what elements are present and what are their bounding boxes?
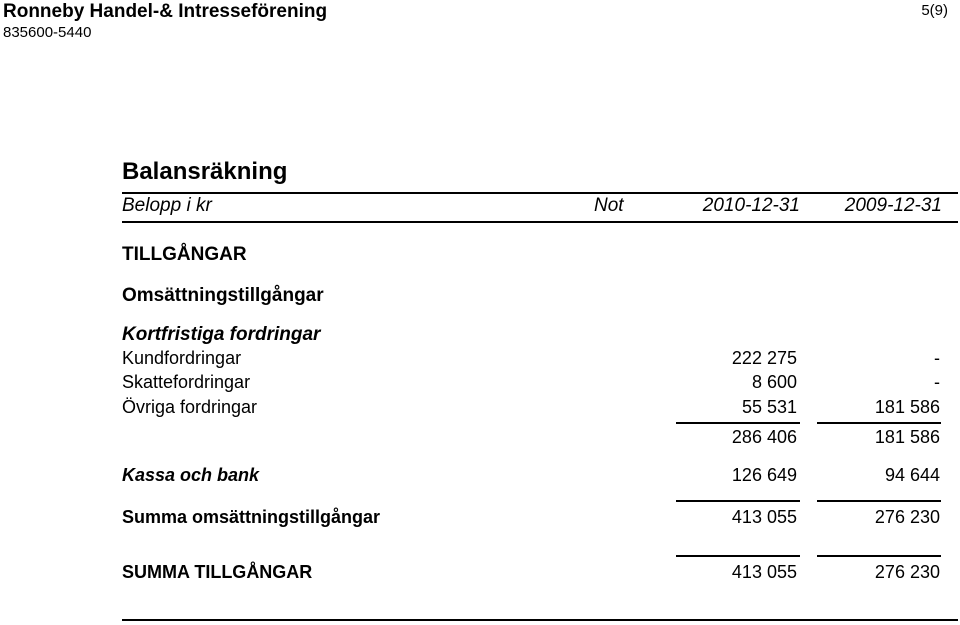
page-number: 5(9) xyxy=(921,2,948,19)
column-header-divider xyxy=(122,221,958,223)
short-term-receivables-heading: Kortfristiga fordringar xyxy=(122,324,321,345)
page-title: Balansräkning xyxy=(122,158,288,185)
row-label: Kundfordringar xyxy=(122,348,242,368)
value-2009: - xyxy=(934,348,940,368)
receivables-subtotal-2009: 181 586 xyxy=(874,427,940,447)
column-header-note: Not xyxy=(594,195,624,216)
value-2010: 222 275 xyxy=(731,348,797,368)
value-2009: 181 586 xyxy=(874,397,940,417)
total-current-assets-2010: 413 055 xyxy=(731,507,797,527)
receivables-subtotal-2010: 286 406 xyxy=(731,427,797,447)
row-label: Skattefordringar xyxy=(122,372,251,392)
value-2010: 55 531 xyxy=(741,397,797,417)
column-header-2009: 2009-12-31 xyxy=(844,195,942,216)
total-assets-2009: 276 230 xyxy=(874,562,940,582)
row-label: Övriga fordringar xyxy=(122,397,258,417)
column-header-label: Belopp i kr xyxy=(122,195,212,216)
total-assets-line-2010 xyxy=(676,555,800,557)
subtotal-line-2009 xyxy=(817,422,941,424)
total-assets-line-2009 xyxy=(817,555,941,557)
subtotal-line-2010 xyxy=(676,422,800,424)
cash-and-bank-2010: 126 649 xyxy=(731,465,797,485)
cash-and-bank-2009: 94 644 xyxy=(884,465,940,485)
total-current-assets-2009: 276 230 xyxy=(874,507,940,527)
total-current-line-2009 xyxy=(817,500,941,502)
title-divider xyxy=(122,192,958,194)
assets-heading: TILLGÅNGAR xyxy=(122,244,247,265)
bottom-divider xyxy=(122,619,958,621)
total-current-line-2010 xyxy=(676,500,800,502)
total-current-assets-label: Summa omsättningstillgångar xyxy=(122,507,381,527)
current-assets-heading: Omsättningstillgångar xyxy=(122,285,324,306)
total-assets-label: SUMMA TILLGÅNGAR xyxy=(122,562,313,582)
value-2009: - xyxy=(934,372,940,392)
total-assets-2010: 413 055 xyxy=(731,562,797,582)
column-header-2010: 2010-12-31 xyxy=(702,195,800,216)
organization-number: 835600-5440 xyxy=(3,24,92,41)
cash-and-bank-label: Kassa och bank xyxy=(122,465,260,485)
value-2010: 8 600 xyxy=(751,372,797,392)
organization-name: Ronneby Handel-& Intresseförening xyxy=(3,1,328,22)
